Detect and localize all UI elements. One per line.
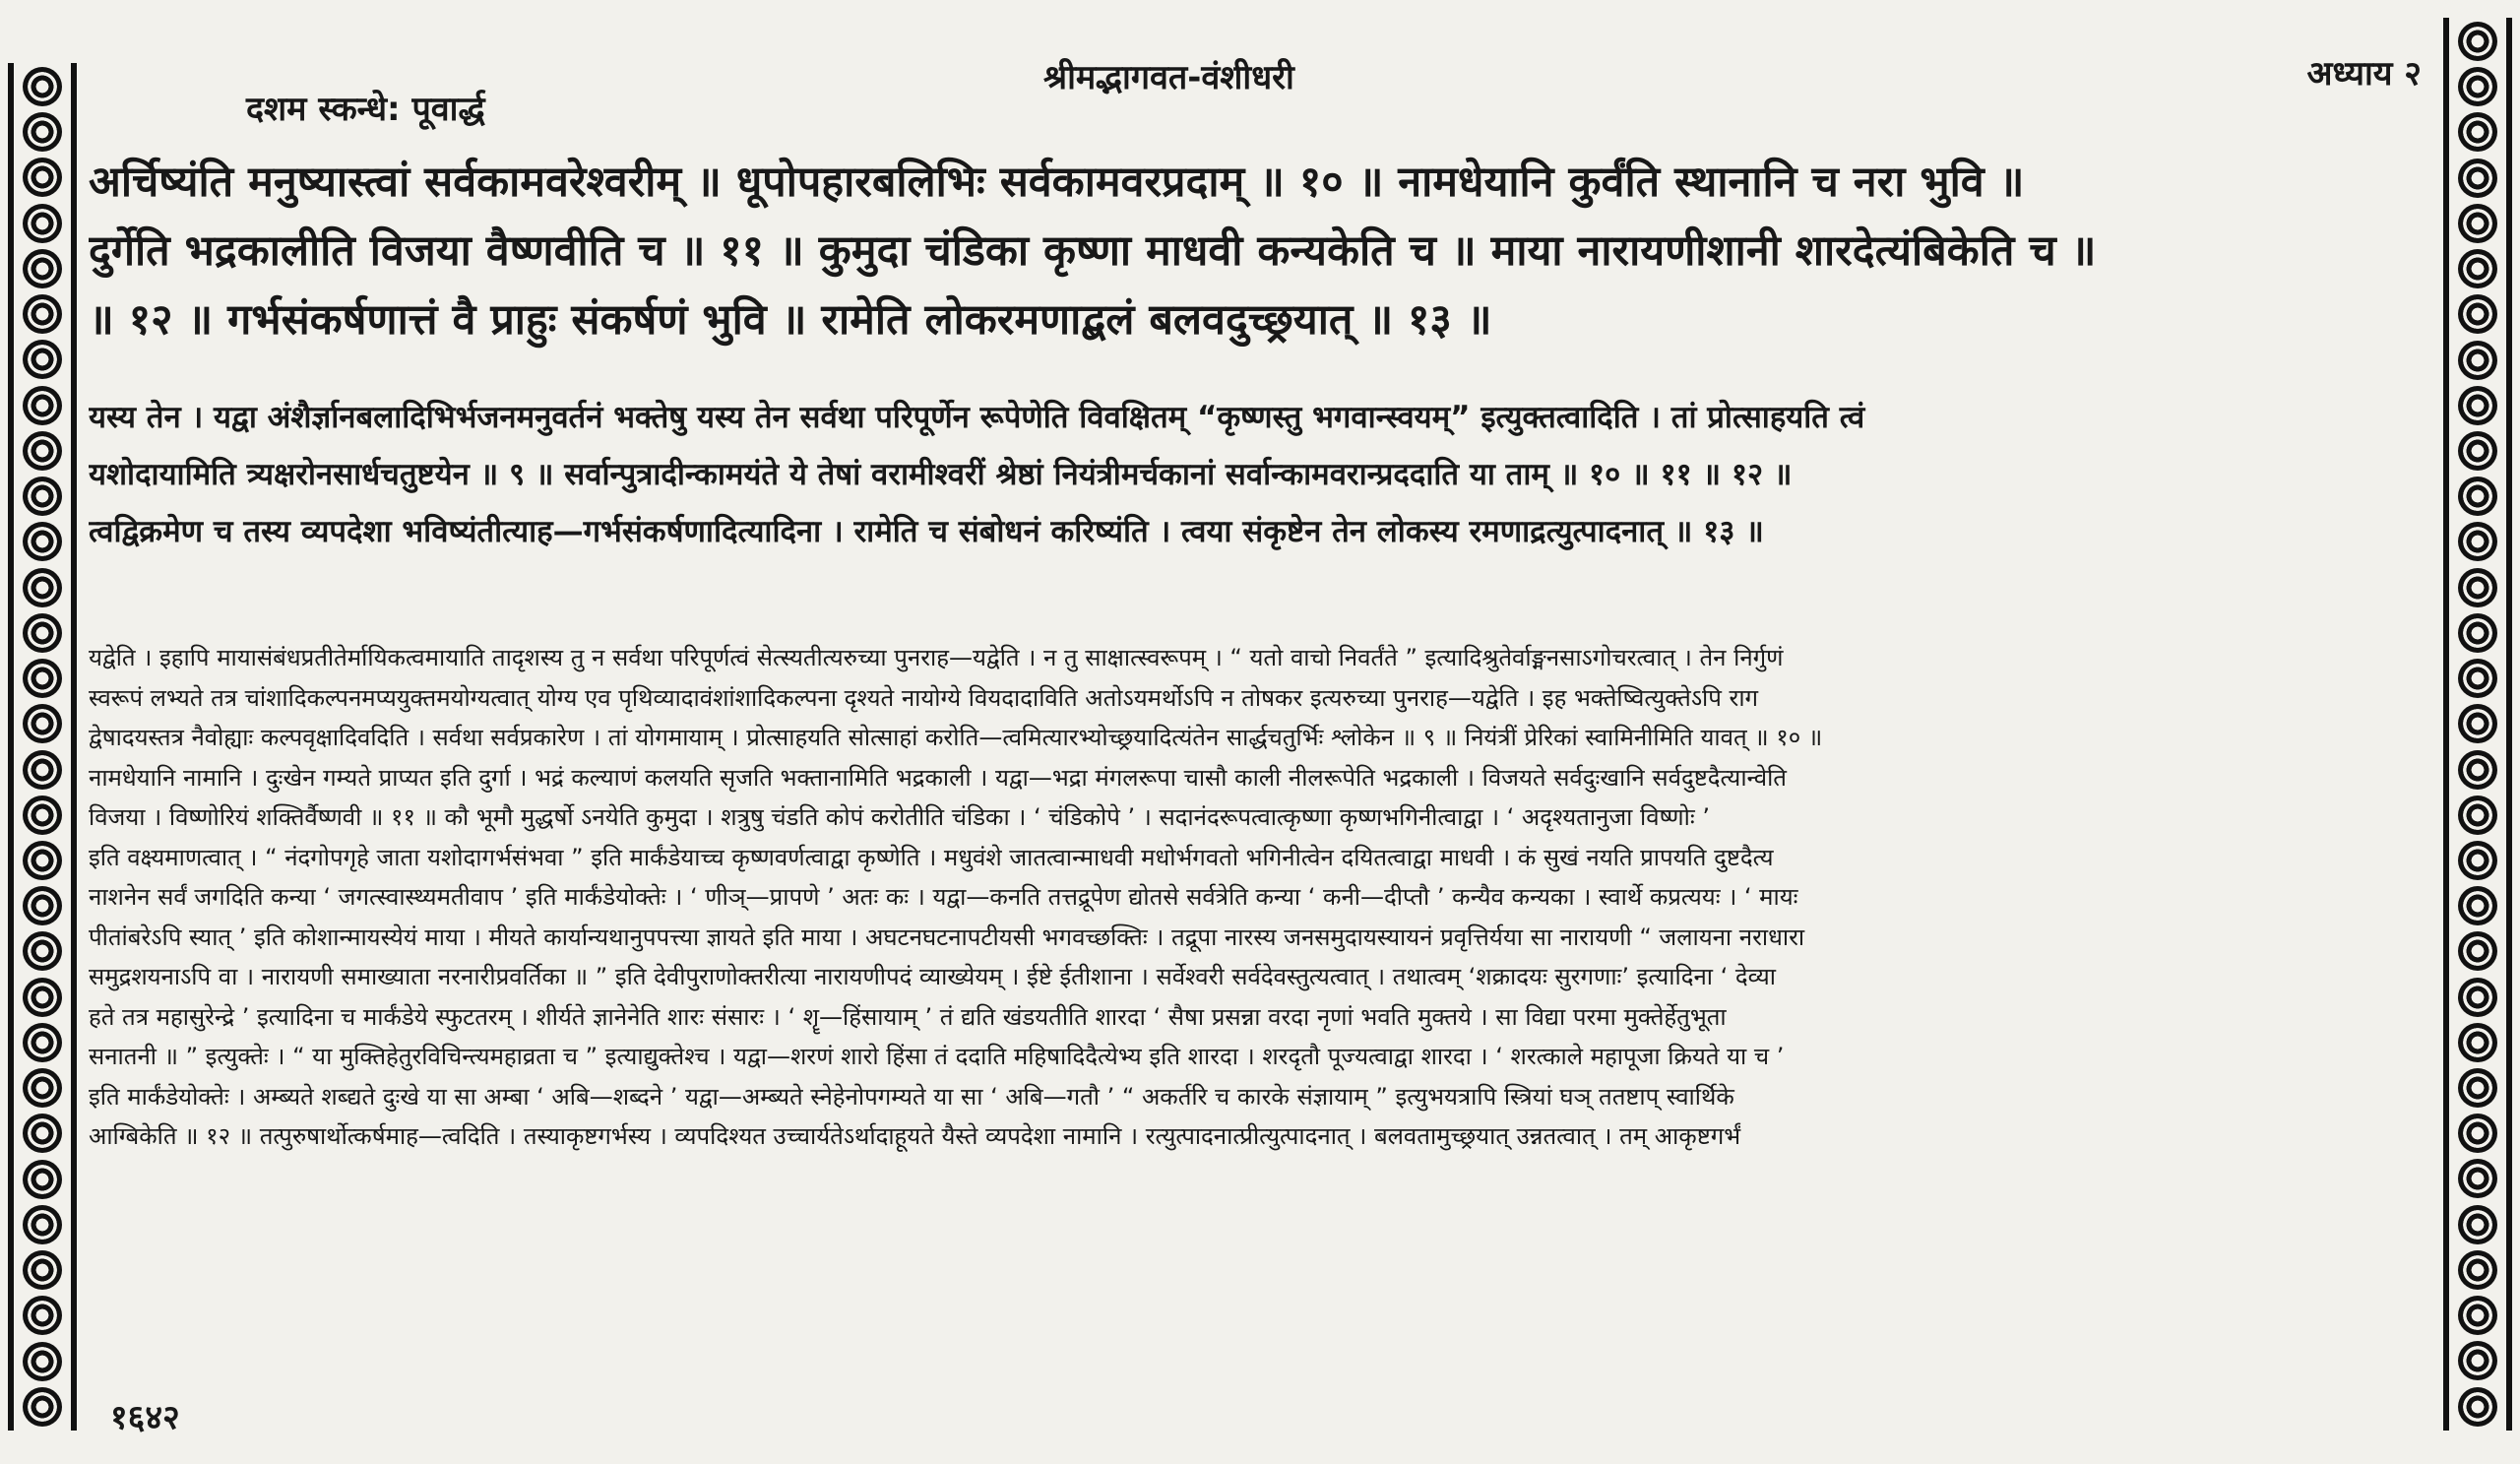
commentary-line: सनातनी ॥ ” इत्युक्तेः । “ या मुक्तिहेतुरविचिन्त्यमहाव्रता च ” इत्याद्युक्तेश्च । यद्वा—शरणं शारो हिंसा तं ददाति महिषादिदैत्येभ्य इति शारदा । शरदृतौ पूज्यत्वाद्वा शारदा । ‘ शरत्काले महापूजा क्रियते या च ’ [89, 1043, 1785, 1070]
commentary-line: इति वक्ष्यमाणत्वात् । “ नंदगोपगृहे जाता यशोदागर्भसंभवा ” इति मार्कंडेयाच्च कृष्णवर्णत्वाद्वा कृष्णेति । मधुवंशे जातत्वान्माधवी मधोर्भगवतो भगिनीत्वेन दयितत्वाद्वा माधवी । कं सुखं नयति प्रापयति दुष्टदैत्य [89, 843, 1774, 871]
page-header [89, 49, 2422, 138]
border-ornament-icon [23, 1114, 62, 1153]
border-ornament-icon [2458, 204, 2497, 243]
border-ornament-icon [2458, 386, 2497, 425]
right-ornamental-border [2443, 18, 2512, 1431]
border-ornament-icon [2458, 294, 2497, 334]
border-ornament-icon [2458, 1023, 2497, 1062]
commentary-line: नाशनेन सर्वं जगदिति कन्या ‘ जगत्स्वास्थ्यमतीवाप ’ इति मार्कंडेयोक्तेः । ‘ णीञ्—प्रापणे ’ अतः कः । यद्वा—कनति तत्तद्रूपेण द्योतसे सर्वत्रेति कन्या ‘ कनी—दीप्तौ ’ कन्यैव कन्यका । स्वार्थे कप्रत्ययः । ‘ मायः [89, 883, 1798, 911]
border-ornament-icon [2458, 477, 2497, 516]
border-ornament-icon [2458, 341, 2497, 380]
left-ornamental-border [8, 63, 77, 1431]
commentary-line: हते तत्र महासुरेन्द्रे ’ इत्यादिना च मार्कंडेये स्फुटतरम् । शीर्यते ज्ञानेनेति शारः संसारः । ‘ शॄ—हिंसायाम् ’ तं द्यति खंडयतीति शारदा ‘ सैषा प्रसन्ना वरदा नृणां भवति मुक्तये । सा विद्या परमा मुक्तेर्हेतुभूता [89, 1002, 1727, 1031]
border-ornament-icon [23, 1342, 62, 1381]
border-ornament-icon [23, 704, 62, 743]
commentary-line: आग्बिकेति ॥ १२ ॥ तत्पुरुषार्थोत्कर्षमाह—त्वदिति । तस्याकृष्टगर्भस्य । व्यपदिश्यत उच्चार्यतेऽर्थादाहूयते यैस्ते व्यपदेशा नामानि । रत्युत्पादनात्प्रीत्युत्पादनात् । बलवतामुच्छ्रयात् उन्नतत्वात् । तम् आकृष्टगर्भं [89, 1122, 1741, 1150]
border-ornament-icon [23, 1387, 62, 1427]
border-ornament-icon [23, 568, 62, 607]
border-ornament-icon [2458, 1387, 2497, 1427]
border-ornament-icon [23, 340, 62, 379]
border-ornament-icon [23, 249, 62, 288]
verse-block [89, 148, 2422, 354]
commentary-line: विजया । विष्णोरियं शक्तिर्वैष्णवी ॥ ११ ॥ कौ भूमौ मुद्धर्षो ऽनयेति कुमुदा । शत्रुषु चंडति कोपं करोतीति चंडिका । ‘ चंडिकोपे ’ । सदानंदरूपत्वात्कृष्णा कृष्णभगिनीत्वाद्वा । ‘ अदृश्यतानुजा विष्णोः ’ [89, 803, 1710, 831]
border-ornament-icon [2458, 796, 2497, 835]
border-ornament-icon [2458, 886, 2497, 925]
section-title: दशम स्कन्धे: पूवार्द्ध [246, 90, 485, 129]
border-ornament-icon [2458, 1341, 2497, 1380]
verse-line: अर्चिष्यंति मनुष्यास्त्वां सर्वकामवरेश्वरीम् ॥ धूपोपहारबलिभिः सर्वकामवरप्रदाम् ॥ १० ॥ नामधेयानि कुर्वंति स्थानानि च नरा भुवि ॥ [89, 158, 2025, 207]
border-ornament-icon [2458, 1296, 2497, 1335]
commentary-small-block [89, 638, 2422, 1157]
border-ornament-icon [23, 1023, 62, 1062]
border-ornament-icon [2458, 431, 2497, 471]
border-ornament-icon [2458, 522, 2497, 561]
border-ornament-icon [2458, 249, 2497, 288]
border-ornament-icon [23, 796, 62, 835]
border-ornament-icon [2458, 568, 2497, 607]
border-ornament-icon [2458, 613, 2497, 653]
border-ornament-icon [23, 1250, 62, 1290]
commentary-line: इति मार्कंडेयोक्तेः । अम्ब्यते शब्द्यते दुःखे या सा अम्बा ‘ अबि—शब्दने ’ यद्वा—अम्ब्यते स्नेहेनोपगम्यते या सा ‘ अबि—गतौ ’ “ अकर्तरि च कारके संज्ञायाम् ” इत्युभयत्रापि स्त्रियां घञ् ततष्टाप् स्वार्थिके [89, 1082, 1734, 1111]
commentary-line: यस्य तेन । यद्वा अंशैर्ज्ञानबलादिभिर्भजनमनुवर्तनं भक्तेषु यस्य तेन सर्वथा परिपूर्णेन रूपेणेति विवक्षितम् “कृष्णस्तु भगवान्स्वयम्” इत्युक्तत्वादिति । तां प्रोत्साहयति त्वं [89, 400, 1865, 435]
border-ornament-icon [2458, 841, 2497, 880]
border-ornament-icon [23, 294, 62, 334]
border-ornament-icon [23, 112, 62, 152]
border-ornament-icon [2458, 1159, 2497, 1198]
border-ornament-icon [23, 522, 62, 561]
border-ornament-icon [2458, 750, 2497, 790]
border-ornament-icon [2458, 1114, 2497, 1153]
commentary-line: नामधेयानि नामानि । दुःखेन गम्यते प्राप्यत इति दुर्गा । भद्रं कल्याणं कलयति सृजति भक्तानामिति भद्रकाली । यद्वा—भद्रा मंगलरूपा चासौ काली नीलरूपेति भद्रकाली । विजयते सर्वदुःखानि सर्वदुष्टदैत्यान्वेति [89, 763, 1787, 792]
border-ornament-icon [23, 204, 62, 243]
border-ornament-icon [2458, 159, 2497, 198]
page-number: १६४२ [110, 1398, 180, 1437]
border-ornament-icon [23, 1205, 62, 1244]
border-ornament-icon [2458, 704, 2497, 743]
border-ornament-icon [2458, 931, 2497, 971]
border-ornament-icon [23, 886, 62, 925]
border-ornament-icon [23, 431, 62, 471]
book-title: श्रीमद्भागवत-वंशीधरी [1043, 58, 1294, 97]
border-ornament-icon [23, 158, 62, 197]
commentary-line: स्वरूपं लभ्यते तत्र चांशादिकल्पनमप्ययुक्तमयोग्यत्वात् योग्य एव पृथिव्यादावंशांशादिकल्पना दृश्यते नायोग्ये वियदादाविति अतोऽयमर्थोऽपि न तोषकर इत्यरुच्या पुनराह—यद्वेति । इह भक्तेष्वित्युक्तेऽपि राग [89, 683, 1759, 712]
border-ornament-icon [2458, 978, 2497, 1017]
border-ornament-icon [23, 1296, 62, 1335]
commentary-bold-block [89, 389, 2422, 560]
border-ornament-icon [23, 931, 62, 971]
border-ornament-icon [2458, 1250, 2497, 1290]
commentary-line: यशोदायामिति त्र्यक्षरोनसार्धचतुष्टयेन ॥ ९ ॥ सर्वान्पुत्रादीन्कामयंते ये तेषां वरामीश्वरीं श्रेष्ठां नियंत्रीमर्चकानां सर्वान्कामवरान्प्रददाति या ताम् ॥ १० ॥ ११ ॥ १२ ॥ [89, 457, 1793, 492]
border-ornament-icon [23, 477, 62, 516]
border-ornament-icon [2458, 67, 2497, 106]
border-ornament-icon [23, 750, 62, 790]
border-ornament-icon [23, 841, 62, 880]
commentary-line: यद्वेति । इहापि मायासंबंधप्रतीतेर्मायिकत्वमायाति तादृशस्य तु न सर्वथा परिपूर्णत्वं सेत्स्यतीत्यरुच्या पुनराह—यद्वेति । न तु साक्षात्स्वरूपम् । “ यतो वाचो निवर्तंते ” इत्यादिश्रुतेर्वाङ्मनसाऽगोचरत्वात् । तेन निर्गुणं [89, 644, 1784, 671]
border-ornament-icon [23, 67, 62, 106]
border-ornament-icon [2458, 1068, 2497, 1108]
commentary-line: पीतांबरेऽपि स्यात् ’ इति कोशान्मायस्येयं माया । मीयते कार्यान्यथानुपपत्त्या ज्ञायते इति माया । अघटनघटनापटीयसी भगवच्छक्तिः । तद्रूपा नारस्य जनसमुदायस्यायनं प्रवृत्तिर्यया सा नारायणी “ जलायना नराधारा [89, 923, 1805, 951]
commentary-line: त्वद्विक्रमेण च तस्य व्यपदेशा भविष्यंतीत्याह—गर्भसंकर्षणादित्यादिना । रामेति च संबोधनं करिष्यंति । त्वया संकृष्टेन तेन लोकस्य रमणाद्रत्युत्पादनात् ॥ १३ ॥ [89, 514, 1764, 549]
commentary-line: समुद्रशयनाऽपि वा । नारायणी समाख्याता नरनारीप्रवर्तिका ॥ ” इति देवीपुराणोक्तरीत्या नारायणीपदं व्याख्येयम् । ईष्टे ईतीशाना । सर्वेश्वरी सर्वदेवस्तुत्यत्वात् । तथात्वम् ‘शक्रादयः सुरगणाः’ इत्यादिना ‘ देव्या [89, 963, 1776, 990]
border-ornament-icon [23, 1068, 62, 1108]
border-ornament-icon [2458, 1205, 2497, 1244]
chapter-label: अध्याय २ [2306, 54, 2422, 94]
border-ornament-icon [23, 1160, 62, 1199]
border-ornament-icon [23, 659, 62, 698]
commentary-line: द्वेषादयस्तत्र नैवोह्याः कल्पवृक्षादिवदिति । सर्वथा सर्वप्रकारेण । तां योगमायाम् । प्रोत्साहयति सोत्साहां करोति—त्वमित्यारभ्योच्छ्रयादित्यंतेन सार्द्धचतुर्भिः श्लोकेन ॥ ९ ॥ नियंत्रीं प्रेरिकां स्वामिनीमिति यावत् ॥ १० ॥ [89, 724, 1823, 751]
verse-line: दुर्गेति भद्रकालीति विजया वैष्णवीति च ॥ ११ ॥ कुमुदा चंडिका कृष्णा माधवी कन्यकेति च ॥ माया नारायणीशानी शारदेत्यंबिकेति च ॥ [89, 226, 2097, 276]
border-ornament-icon [23, 386, 62, 425]
border-ornament-icon [2458, 112, 2497, 152]
border-ornament-icon [2458, 659, 2497, 698]
border-ornament-icon [23, 978, 62, 1017]
verse-line: ॥ १२ ॥ गर्भसंकर्षणात्तं वै प्राहुः संकर्षणं भुवि ॥ रामेति लोकरमणाद्बलं बलवदुच्छ्रयात् ॥ १३ ॥ [89, 295, 1492, 345]
border-ornament-icon [2458, 22, 2497, 61]
border-ornament-icon [23, 613, 62, 653]
